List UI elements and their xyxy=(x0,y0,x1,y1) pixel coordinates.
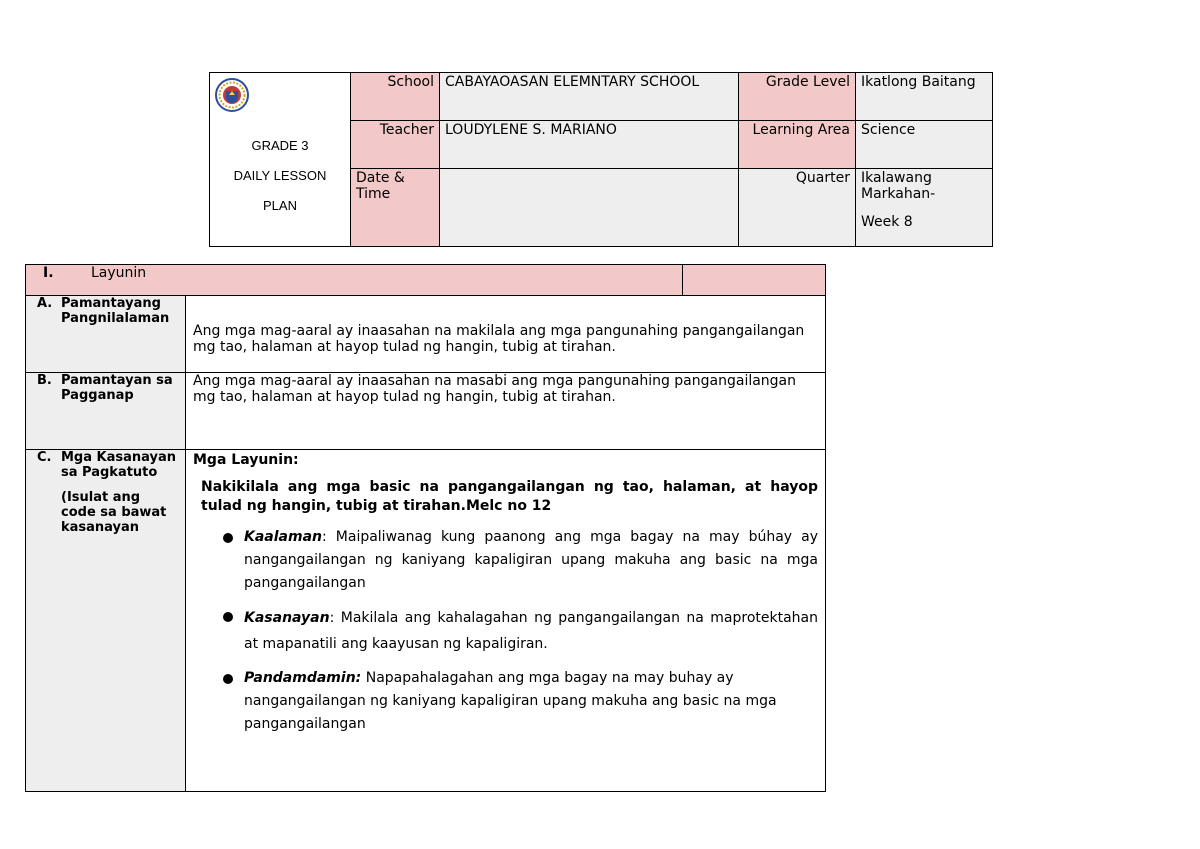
title-cell xyxy=(210,73,351,247)
objective-text: Nakikilala ang mga basic na pangangailangan ng tao, halaman, at hayop tulad ng hangin, tubig at tirahan.Melc no 12 xyxy=(201,479,818,514)
section-number: I. xyxy=(43,265,54,281)
grade-title: GRADE 3 xyxy=(251,138,309,153)
row-c-note: (Isulat ang code sa bawat kasanayan xyxy=(61,490,167,535)
lesson-table xyxy=(25,264,826,792)
bullet-kaalaman xyxy=(215,526,818,595)
bullet-sep: : xyxy=(329,610,341,626)
row-b-letter: B. xyxy=(37,373,52,388)
header-table xyxy=(209,72,993,247)
grade-level-value: Ikatlong Baitang xyxy=(856,73,993,121)
bullet-text: Napapahalagahan ang mga bagay na may buhay ay nangangailangan ng kaniyang kapaligiran upang makuha ang basic na mga pangangailangan xyxy=(244,670,777,732)
learning-area-label: Learning Area xyxy=(739,121,856,169)
row-c-label-cell xyxy=(26,450,186,792)
row-b-content: Ang mga mag-aaral ay inaasahan na masabi ang mga pangunahing pangangailangan mg tao, halaman at hayop tulad ng hangin, tubig at tirahan. xyxy=(186,373,826,450)
row-a-label-cell xyxy=(26,296,186,373)
row-c-label: Mga Kasanayan sa Pagkatuto xyxy=(61,450,177,480)
bullet-dot-icon xyxy=(223,612,233,622)
date-value xyxy=(440,169,739,247)
teacher-label: Teacher xyxy=(351,121,440,169)
row-c-content xyxy=(186,450,826,792)
bullet-term: Pandamdamin: xyxy=(244,670,362,686)
plan-title-line-1: DAILY LESSON xyxy=(233,168,327,183)
school-value: CABAYAOASAN ELEMNTARY SCHOOL xyxy=(440,73,739,121)
plan-title-line-2: PLAN xyxy=(263,198,297,213)
quarter-label: Quarter xyxy=(739,169,856,247)
bullet-kasanayan xyxy=(215,605,818,657)
deped-seal-icon xyxy=(214,77,250,113)
bullet-term: Kaalaman xyxy=(244,529,322,545)
learning-area-value: Science xyxy=(856,121,993,169)
quarter-value-line-2: Week 8 xyxy=(861,214,913,230)
bullet-text: Maipaliwanag kung paanong ang mga bagay na may búhay ay nangangailangan ng kaniyang kapaligiran upang makuha ang basic na mga pangangailangan xyxy=(244,529,818,591)
bullet-term: Kasanayan xyxy=(244,610,330,626)
section-header-blank xyxy=(683,265,826,296)
bullet-pandamdamin xyxy=(215,667,818,736)
date-label: Date & Time xyxy=(351,169,440,247)
grade-level-label: Grade Level xyxy=(739,73,856,121)
objectives-heading: Mga Layunin: xyxy=(193,452,299,468)
row-b-label-cell xyxy=(26,373,186,450)
quarter-value-line-1: Ikalawang Markahan- xyxy=(861,170,936,202)
bullet-dot-icon xyxy=(223,533,233,543)
bullet-dot-icon xyxy=(223,674,233,684)
bullet-sep: : xyxy=(322,529,336,545)
row-a-label: Pamantayang Pangnilalaman xyxy=(61,296,170,326)
bullet-text: Makilala ang kahalagahan ng pangangailangan na maprotektahan at mapanatili ang kaayusan ng kapaligiran. xyxy=(244,610,818,652)
section-title: Layunin xyxy=(91,265,147,281)
school-label: School xyxy=(351,73,440,121)
teacher-value: LOUDYLENE S. MARIANO xyxy=(440,121,739,169)
row-b-label: Pamantayan sa Pagganap xyxy=(61,373,173,403)
row-a-content: Ang mga mag-aaral ay inaasahan na makilala ang mga pangunahing pangangailangan mg tao, halaman at hayop tulad ng hangin, tubig at tirahan. xyxy=(186,296,826,373)
row-c-letter: C. xyxy=(37,450,52,465)
quarter-value xyxy=(856,169,993,247)
row-a-letter: A. xyxy=(37,296,53,311)
section-header xyxy=(26,265,683,296)
